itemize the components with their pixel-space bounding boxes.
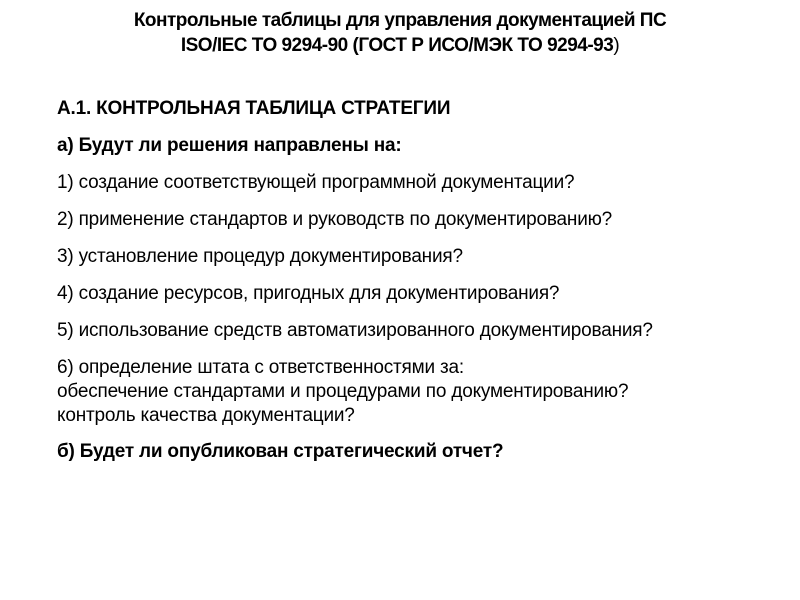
question-a: а) Будут ли решения направлены на: [57, 135, 402, 156]
list-item: 2) применение стандартов и руководств по документированию? [57, 209, 613, 230]
title-line-1: Контрольные таблицы для управления документацией ПС [133, 10, 667, 31]
title-line-2 [0, 33, 800, 58]
title-line-2-close: ) [613, 35, 620, 56]
list-item: 4) создание ресурсов, пригодных для документирования? [57, 283, 560, 304]
title-line-2-main: ISO/IEC ТО 9294-90 (ГОСТ Р ИСО/МЭК ТО 9294-93 [180, 35, 614, 56]
question-b: б) Будет ли опубликован стратегический отчет? [57, 441, 504, 462]
item6-line-3: контроль качества документации? [57, 405, 355, 426]
list-item-6 [57, 356, 787, 428]
content-body [57, 97, 787, 477]
item6-line-2: обеспечение стандартами и процедурами по документированию? [57, 381, 629, 402]
list-item: 1) создание соответствующей программной документации? [57, 172, 575, 193]
list-item: 3) установление процедур документирования? [57, 246, 463, 267]
document-title [0, 8, 800, 58]
list-item: 5) использование средств автоматизированного документирования? [57, 320, 653, 341]
section-heading: А.1. КОНТРОЛЬНАЯ ТАБЛИЦА СТРАТЕГИИ [57, 98, 451, 119]
item6-line-1: 6) определение штата с ответственностями за: [57, 357, 464, 378]
